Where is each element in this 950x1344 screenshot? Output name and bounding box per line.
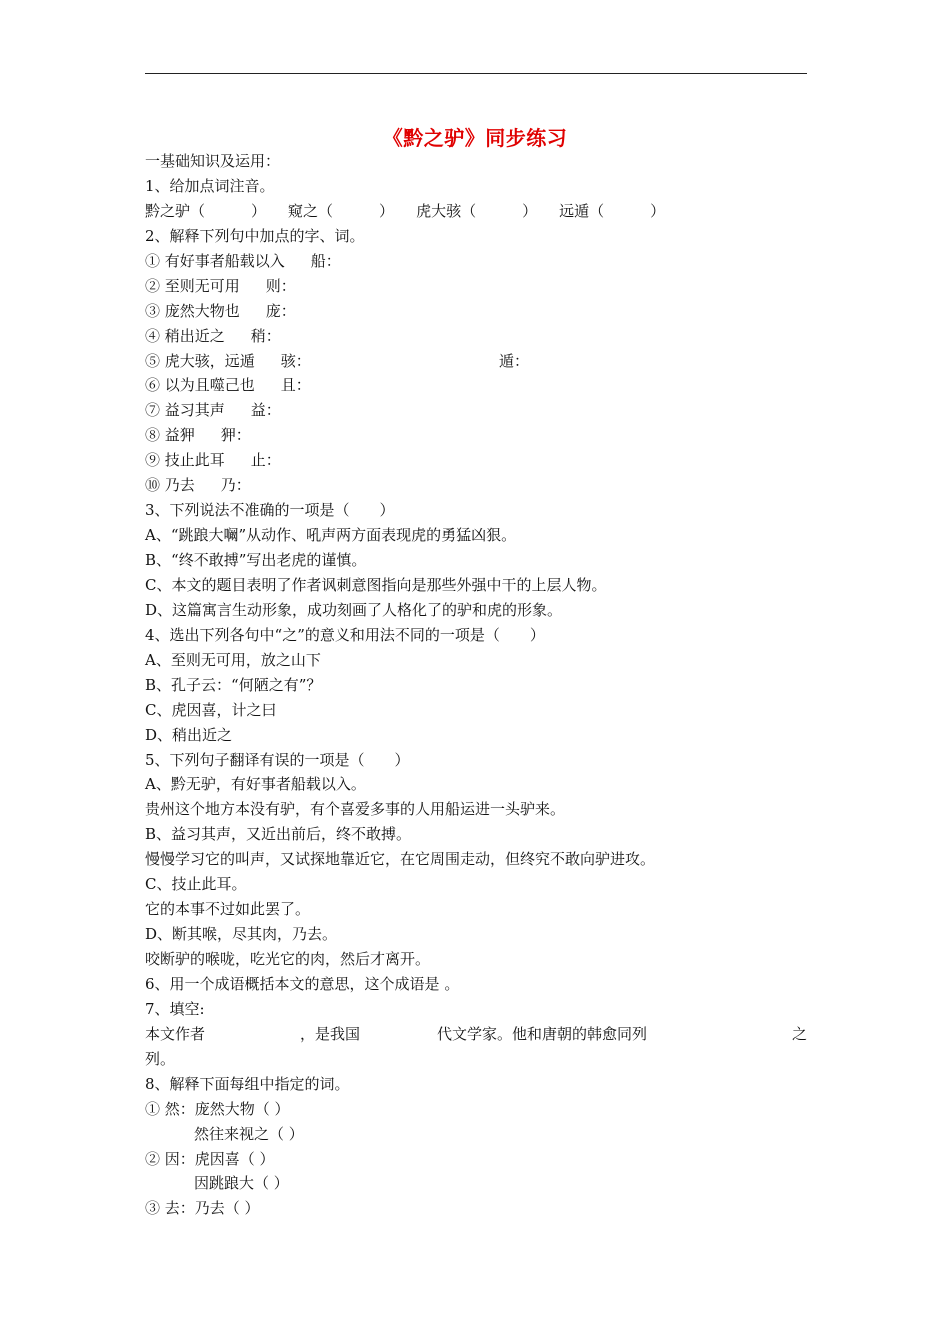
q2-key: 则： <box>265 276 296 295</box>
q2-key: 狎： <box>220 426 251 445</box>
q4-option: C、虎因喜，计之曰 <box>145 700 277 719</box>
q7-text-end: 之 <box>791 1024 807 1043</box>
q2-item <box>145 373 807 398</box>
q4-option: D、稍出近之 <box>145 725 233 744</box>
q2-item <box>145 473 807 498</box>
question-7-stem: 7、填空: <box>145 999 205 1018</box>
q2-sentence: ⑤ 虎大骇，远遁 <box>145 351 255 370</box>
q2-item <box>145 448 807 473</box>
q4-option: A、至则无可用，放之山下 <box>145 650 321 669</box>
header-rule <box>145 73 807 74</box>
question-1-stem: 1、给加点词注音。 <box>145 176 275 195</box>
q2-sentence: ① 有好事者船载以入 <box>145 251 285 270</box>
q2-key: 稍： <box>250 326 281 345</box>
q7-continuation: 列。 <box>145 1049 176 1068</box>
q2-item <box>145 274 807 299</box>
question-6: 6、用一个成语概括本文的意思，这个成语是 。 <box>145 974 460 993</box>
q2-item <box>145 324 807 349</box>
question-8-stem: 8、解释下面每组中指定的词。 <box>145 1074 350 1093</box>
q2-sentence: ⑥ 以为且噬己也 <box>145 376 255 395</box>
worksheet-body <box>145 149 807 1221</box>
q2-item <box>145 398 807 423</box>
q7-fill-line <box>145 1022 807 1047</box>
q8-line: ② 因：虎因喜（ ） <box>145 1149 275 1168</box>
q2-item <box>145 349 807 374</box>
q8-line: 然往来视之（ ） <box>194 1124 304 1143</box>
q7-part <box>145 1022 647 1047</box>
q2-item <box>145 249 807 274</box>
q1-item-close: ） <box>650 201 666 220</box>
q2-key: 且： <box>280 376 311 395</box>
q8-line: 因跳踉大（ ） <box>194 1174 289 1193</box>
q7-text-country: ，是我国 <box>300 1024 361 1043</box>
q5-option: C、技止此耳。 <box>145 875 247 894</box>
q2-sentence: ② 至则无可用 <box>145 276 240 295</box>
question-4-stem: 4、选出下列各句中“之”的意义和用法不同的一项是（ ） <box>145 625 545 644</box>
q2-sentence: ⑧ 益狎 <box>145 426 195 445</box>
q2-sentence: ③ 庞然大物也 <box>145 301 240 320</box>
question-5-stem: 5、下列句子翻译有误的一项是（ ） <box>145 750 410 769</box>
q3-option: B、“终不敢搏”写出老虎的谨慎。 <box>145 551 367 569</box>
q8-line: ③ 去：乃去（ ） <box>145 1199 260 1218</box>
q2-sentence: ④ 稍出近之 <box>145 326 225 345</box>
q2-key: 止： <box>250 451 281 470</box>
q1-item-word: 虎大骇（ <box>416 201 477 220</box>
q2-sentence: ⑨ 技止此耳 <box>145 451 225 470</box>
q7-text-author: 本文作者 <box>145 1024 206 1043</box>
question-2-stem: 2、解释下列句中加点的字、词。 <box>145 226 365 245</box>
q1-item-close: ） <box>522 201 538 220</box>
q3-option: D、这篇寓言生动形象，成功刻画了人格化了的驴和虎的形象。 <box>145 600 563 619</box>
q4-option: B、孔子云：“何陋之有”？ <box>145 675 322 694</box>
q8-line: ① 然：庞然大物（ ） <box>145 1099 290 1118</box>
q5-option: B、益习其声，又近出前后，终不敢搏。 <box>145 825 412 844</box>
q2-key: 乃： <box>220 476 251 495</box>
question-3-stem: 3、下列说法不准确的一项是（ ） <box>145 501 395 520</box>
q3-option: C、本文的题目表明了作者讽刺意图指向是那些外强中干的上层人物。 <box>145 575 607 594</box>
q5-translation: 咬断驴的喉咙，吃光它的肉，然后才离开。 <box>145 950 431 968</box>
q2-item <box>145 299 807 324</box>
section-heading: 一基础知识及运用： <box>145 152 281 170</box>
q5-option: D、断其喉，尽其肉，乃去。 <box>145 925 338 944</box>
q5-translation: 慢慢学习它的叫声，又试探地靠近它，在它周围走动，但终究不敢向驴进攻。 <box>145 850 656 869</box>
page-title: 《黔之驴》同步练习 <box>382 126 568 150</box>
q2-key: 庞： <box>265 301 296 320</box>
q5-translation: 它的本事不过如此罢了。 <box>145 900 311 919</box>
q5-option: A、黔无驴，有好事者船载以入。 <box>145 775 366 794</box>
q2-key: 骇： <box>280 351 311 370</box>
q7-text-era: 代文学家。他和唐朝的韩愈同列 <box>437 1024 648 1043</box>
q2-sentence: ⑩ 乃去 <box>145 476 195 495</box>
q2-key: 船： <box>310 251 341 270</box>
question-1-items <box>145 199 807 224</box>
q1-item-word: 远遁（ <box>559 201 605 220</box>
q2-sentence: ⑦ 益习其声 <box>145 401 225 420</box>
q5-translation: 贵州这个地方本没有驴，有个喜爱多事的人用船运进一头驴来。 <box>145 800 566 819</box>
q1-item-close: ） <box>379 201 395 220</box>
q2-key-second: 遁： <box>499 351 530 370</box>
q3-option: A、“跳踉大㘎”从动作、吼声两方面表现虎的勇猛凶狠。 <box>145 526 517 545</box>
q1-item-close: ） <box>251 201 267 220</box>
q1-item-word: 窥之（ <box>288 201 334 220</box>
q2-item <box>145 423 807 448</box>
q1-item-word: 黔之驴（ <box>145 201 206 220</box>
q2-key: 益： <box>250 401 281 420</box>
